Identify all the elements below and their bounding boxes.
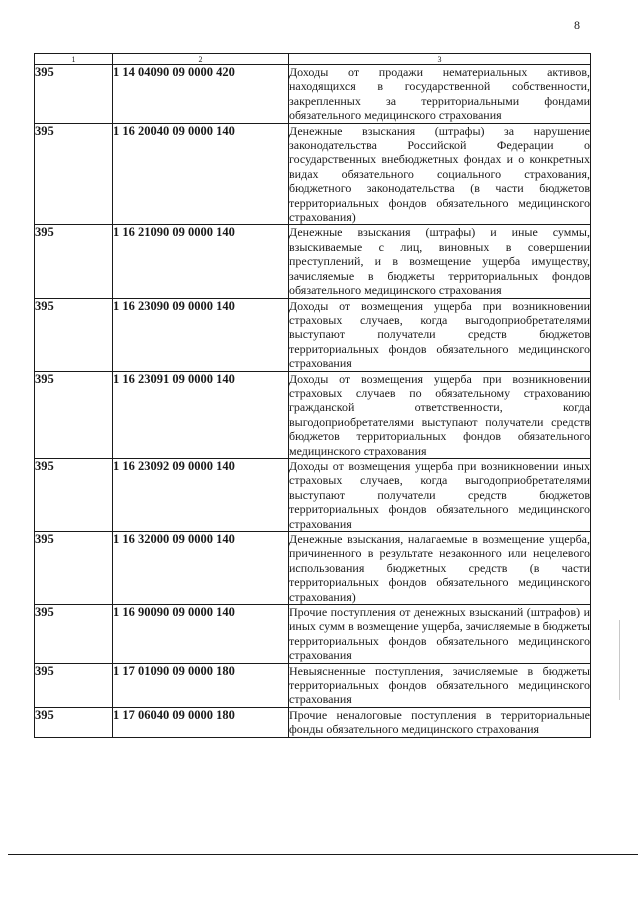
chapter-code-cell: 395 [35, 707, 113, 737]
revenue-description-cell: Невыясненные поступления, зачисляемые в бюджеты территориальных фондов обязательного медицинского страхования [289, 663, 590, 707]
column-header-3: 3 [289, 54, 591, 65]
revenue-code-cell: 1 16 23092 09 0000 140 [113, 458, 289, 531]
revenue-description-cell: Денежные взыскания (штрафы) и иные суммы, взыскиваемые с лиц, виновных в совершении преступлений, и в возмещение ущерба имуществу, зачисляемые в бюджеты территориальных фондов обязательного медицинского страхования [289, 225, 590, 298]
table-row [35, 123, 591, 225]
chapter-code-cell: 395 [35, 458, 113, 531]
table-row [35, 707, 591, 737]
chapter-code-cell: 395 [35, 298, 113, 371]
chapter-code-cell: 395 [35, 65, 113, 124]
table-row [35, 458, 591, 531]
revenue-code-cell: 1 16 20040 09 0000 140 [113, 123, 289, 225]
table-header-row [35, 54, 591, 65]
revenue-code-cell: 1 16 90090 09 0000 140 [113, 605, 289, 664]
revenue-classification-table [34, 53, 591, 738]
revenue-code-cell: 1 14 04090 09 0000 420 [113, 65, 289, 124]
chapter-code-cell: 395 [35, 371, 113, 458]
column-header-2: 2 [113, 54, 289, 65]
revenue-description-cell: Денежные взыскания, налагаемые в возмещение ущерба, причиненного в результате незаконного или нецелевого использования бюджетных средств (в части территориальных фондов обязательного медицинского страхования) [289, 532, 590, 604]
chapter-code-cell: 395 [35, 532, 113, 605]
chapter-code-cell: 395 [35, 123, 113, 225]
column-header-1: 1 [35, 54, 113, 65]
table-row [35, 663, 591, 707]
table-row [35, 298, 591, 371]
revenue-description-cell: Доходы от возмещения ущерба при возникновении страховых случаев по обязательному страхованию гражданской ответственности, когда выгодоприобретателями выступают получатели средств бюджетов территориальных фондов обязательного медицинского страхования [289, 371, 590, 458]
table-row [35, 605, 591, 664]
footer-rule [8, 854, 638, 855]
revenue-code-cell: 1 17 01090 09 0000 180 [113, 663, 289, 707]
revenue-description-cell: Денежные взыскания (штрафы) за нарушение законодательства Российской Федерации о государственных внебюджетных фондах и о конкретных видах обязательного социального страхования, бюджетного законодательства (в части бюджетов территориальных фондов обязательного медицинского страхования) [289, 123, 590, 225]
revenue-description-cell: Прочие неналоговые поступления в территориальные фонды обязательного медицинского страхования [289, 707, 590, 737]
table-row [35, 532, 591, 605]
revenue-code-cell: 1 16 23090 09 0000 140 [113, 298, 289, 371]
revenue-description-cell: Прочие поступления от денежных взысканий (штрафов) и иных сумм в возмещение ущерба, зачисляемые в бюджеты территориальных фондов обязательного медицинского страхования [289, 605, 590, 663]
table-row [35, 371, 591, 458]
chapter-code-cell: 395 [35, 225, 113, 298]
table-row [35, 225, 591, 298]
chapter-code-cell: 395 [35, 605, 113, 664]
chapter-code-cell: 395 [35, 663, 113, 707]
table-row [35, 65, 591, 124]
revenue-code-cell: 1 17 06040 09 0000 180 [113, 707, 289, 737]
page-number: 8 [574, 18, 580, 32]
revenue-description-cell: Доходы от возмещения ущерба при возникновении страховых случаев, когда выгодоприобретателями выступают получатели средств бюджетов территориальных фондов обязательного медицинского страхования [289, 298, 590, 371]
revenue-description-cell: Доходы от возмещения ущерба при возникновении иных страховых случаев, когда выгодоприобретателями выступают получатели средств бюджетов территориальных фондов обязательного медицинского страхования [289, 458, 590, 531]
scan-edge-line [619, 620, 620, 700]
revenue-description-cell: Доходы от продажи нематериальных активов, находящихся в государственной собственности, закрепленных за территориальными фондами обязательного медицинского страхования [289, 65, 590, 123]
revenue-code-cell: 1 16 32000 09 0000 140 [113, 532, 289, 605]
revenue-code-cell: 1 16 21090 09 0000 140 [113, 225, 289, 298]
revenue-code-cell: 1 16 23091 09 0000 140 [113, 371, 289, 458]
